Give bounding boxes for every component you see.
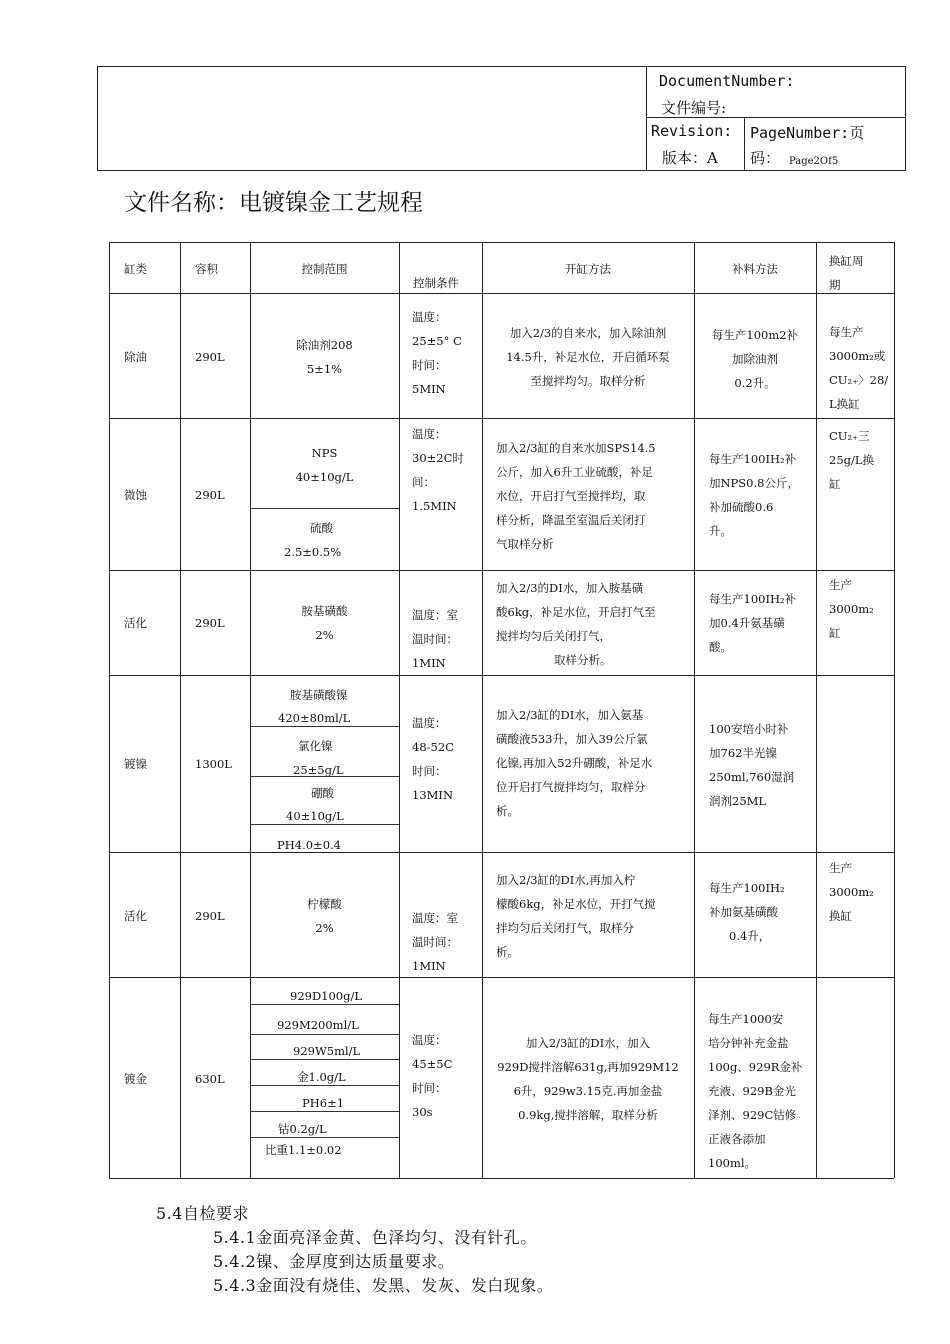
condition-line: 温度：室 xyxy=(412,911,458,925)
replenish-line: 升。 xyxy=(709,524,732,538)
replenish-line: 加762半光镍 xyxy=(709,746,777,760)
range-line: PH4.0±0.4 xyxy=(277,838,341,852)
cycle-line: 换缸 xyxy=(829,909,852,923)
tank-name: 镀镍 xyxy=(124,757,147,771)
open-line: 加入2/3缸的DI水,再加入柠 xyxy=(496,873,636,887)
document-title: 文件名称：电镀镍金工艺规程 xyxy=(124,190,423,216)
cycle-line: 3000m₂ xyxy=(829,885,874,899)
open-line: 加入2/3的自来水，加入除油剂 xyxy=(509,326,667,340)
replenish-method xyxy=(709,587,796,659)
revision-value: 版本：A xyxy=(662,149,718,167)
change-cycle xyxy=(829,856,874,928)
open-method xyxy=(496,576,656,672)
open-line: 公斤，加入6升工业硫酸，补足 xyxy=(496,465,653,479)
header-open-method: 开缸方法 xyxy=(565,262,611,276)
replenish-line: 每生产100IH₂补 xyxy=(709,592,797,606)
open-method xyxy=(496,703,652,823)
replenish-line: 培分钟补充金盐 xyxy=(708,1036,789,1050)
range-line: 5±1% xyxy=(306,362,343,376)
open-line: 加入2/3缸的DI水，加入 xyxy=(525,1036,651,1050)
range-line: 金1.0g/L xyxy=(297,1070,346,1084)
condition-line: 30±2C时 xyxy=(412,451,464,465)
change-cycle xyxy=(829,573,874,645)
replenish-method xyxy=(709,447,799,543)
replenish-line: 0.2升。 xyxy=(734,376,776,390)
range-line: 2.5±0.5% xyxy=(284,545,342,559)
open-line: 析。 xyxy=(496,945,519,959)
tank-volume: 1300L xyxy=(195,757,232,771)
condition-line: 温度： xyxy=(412,310,447,324)
condition-line: 温度： xyxy=(412,427,447,441)
open-line: 水位，开启打气至搅拌均，取 xyxy=(496,489,646,503)
condition-line: 1MIN xyxy=(412,656,446,670)
range-line: 2% xyxy=(315,628,334,642)
open-method xyxy=(484,1031,692,1127)
condition-line: 间： xyxy=(412,475,435,489)
tank-name: 镀金 xyxy=(124,1072,147,1086)
control-condition xyxy=(412,906,458,978)
cycle-line: 每生产 xyxy=(829,325,864,339)
range-line: 氯化镍 xyxy=(298,739,333,753)
range-line: 硫酸 xyxy=(310,521,333,535)
range-line: 40±10g/L xyxy=(295,470,354,484)
range-line: 除油剂208 xyxy=(296,338,353,352)
range-line: 420±80ml/L xyxy=(278,711,351,725)
range-line: 比重1.1±0.02 xyxy=(265,1143,342,1157)
replenish-line: 100g、929R金补 xyxy=(708,1060,803,1074)
range-line: 柠檬酸 xyxy=(307,897,342,911)
open-line: 加入2/3的DI水，加入胺基磺 xyxy=(496,581,644,595)
replenish-line: 100ml。 xyxy=(708,1156,757,1170)
condition-line: 时间： xyxy=(412,358,447,372)
tank-volume: 290L xyxy=(195,616,225,630)
condition-line: 30s xyxy=(412,1105,433,1119)
header-change-cycle xyxy=(829,249,864,297)
open-line: 6升，929w3.15克.再加金盐 xyxy=(513,1084,663,1098)
revision-label: Revision: xyxy=(651,122,733,140)
control-range xyxy=(250,599,399,647)
replenish-line: 补加氨基磺酸 xyxy=(709,905,778,919)
replenish-line: 泽剂、929C钴修 xyxy=(708,1108,797,1122)
control-condition xyxy=(412,603,458,675)
cycle-line: CU₂₊三 xyxy=(829,429,870,443)
control-condition xyxy=(412,1028,452,1124)
cycle-line: 3000m₂或 xyxy=(829,349,886,363)
page-number-value: Page2Of5 xyxy=(789,156,839,167)
replenish-line: 每生产100IH₂补 xyxy=(709,452,797,466)
condition-line: 13MIN xyxy=(412,788,454,802)
change-cycle xyxy=(829,424,874,496)
condition-line: 温时间： xyxy=(412,935,458,949)
open-method xyxy=(484,321,692,393)
open-line: 929D搅拌溶解631g,再加929M12 xyxy=(497,1060,679,1074)
open-line: 加入2/3缸的DI水，加入氨基 xyxy=(496,708,644,722)
cycle-line: L换缸 xyxy=(829,397,860,411)
replenish-line: 加除油剂 xyxy=(732,352,778,366)
open-line: 析。 xyxy=(496,804,519,818)
replenish-line: 每生产100m2补 xyxy=(711,328,799,342)
range-line: 胺基磺酸镍 xyxy=(290,688,348,702)
replenish-line: 250ml,760湿润 xyxy=(709,770,795,784)
range-line: 25±5g/L xyxy=(293,763,344,777)
open-line: 气取样分析 xyxy=(496,537,554,551)
open-line: 檬酸6kg，补足水位，开打气搅 xyxy=(496,897,656,911)
range-line: PH6±1 xyxy=(302,1096,345,1110)
condition-line: 温度： xyxy=(412,716,447,730)
control-range xyxy=(250,892,399,940)
header-control-range: 控制范围 xyxy=(301,262,348,276)
header-volume: 容积 xyxy=(195,262,218,276)
open-line: 拌均匀后关闭打气，取样分 xyxy=(496,921,634,935)
control-condition xyxy=(412,711,454,807)
range-line: NPS xyxy=(311,446,338,460)
open-line: 取样分析。 xyxy=(554,653,612,667)
range-line: 钴0.2g/L xyxy=(278,1122,327,1136)
tank-volume: 290L xyxy=(195,909,225,923)
replenish-line: 加NPS0.8公斤， xyxy=(709,476,799,490)
condition-line: 48-52C xyxy=(412,740,454,754)
replenish-line: 0.4升， xyxy=(729,929,771,943)
header-control-condition: 控制条件 xyxy=(413,276,459,290)
cycle-line: 25g/L换 xyxy=(829,453,875,467)
tank-volume: 290L xyxy=(195,350,225,364)
range-line: 929D100g/L xyxy=(290,989,362,1003)
control-condition xyxy=(412,422,464,518)
replenish-method xyxy=(696,323,814,395)
open-method xyxy=(496,436,656,556)
tank-name: 微蚀 xyxy=(124,488,147,502)
condition-line: 温时间： xyxy=(412,632,458,646)
document-number-cn-label: 文件编号: xyxy=(661,99,727,117)
condition-line: 1.5MIN xyxy=(412,499,457,513)
range-line: 929W5ml/L xyxy=(293,1044,361,1058)
control-condition xyxy=(412,305,462,401)
condition-line: 时间： xyxy=(412,1081,447,1095)
open-line: 搅拌均匀后关闭打气， xyxy=(496,629,611,643)
requirement-item: 5.4.2镍、金厚度到达质量要求。 xyxy=(213,1252,455,1271)
open-line: 0.9kg,搅拌溶解，取样分析 xyxy=(518,1108,658,1122)
condition-line: 25±5° C xyxy=(412,334,462,348)
open-line: 化镍,再加入52升硼酸，补足水 xyxy=(496,756,653,770)
open-line: 加入2/3缸的自来水加SPS14.5 xyxy=(496,441,656,455)
page-cn-label: 码： xyxy=(750,149,781,167)
page-number-label: PageNumber:页 xyxy=(750,124,865,142)
condition-line: 5MIN xyxy=(412,382,446,396)
open-method xyxy=(496,868,656,964)
document-number-label: DocumentNumber: xyxy=(659,72,795,90)
tank-name: 活化 xyxy=(124,909,147,923)
control-range xyxy=(250,441,399,489)
open-line: 样分析，降温至室温后关闭打 xyxy=(496,513,646,527)
cycle-line: 缸 xyxy=(829,477,841,491)
control-range-b xyxy=(272,516,382,564)
replenish-line: 100安培小时补 xyxy=(709,722,789,736)
open-line: 至搅拌均匀。取样分析 xyxy=(530,374,646,388)
open-line: 14.5升，补足水位，开启循环泵 xyxy=(506,350,670,364)
requirement-item: 5.4.1金面亮泽金黄、色泽均匀、没有针孔。 xyxy=(213,1228,537,1247)
condition-line: 1MIN xyxy=(412,959,446,973)
replenish-line: 每生产1000安 xyxy=(708,1012,784,1026)
replenish-line: 酸。 xyxy=(709,640,732,654)
cycle-line: CU₂₊〉28/ xyxy=(829,373,889,387)
header-change-cycle-line2: 期 xyxy=(829,278,841,292)
cycle-line: 3000m₂ xyxy=(829,602,874,616)
cycle-line: 生产 xyxy=(829,861,852,875)
tank-name: 除油 xyxy=(124,350,147,364)
open-line: 磺酸液533升，加入39公斤氯 xyxy=(496,732,648,746)
cycle-line: 生产 xyxy=(829,578,852,592)
tank-volume: 630L xyxy=(195,1072,225,1086)
replenish-line: 正液各添加 xyxy=(708,1132,766,1146)
range-line: 2% xyxy=(315,921,334,935)
replenish-line: 充液、929B金光 xyxy=(708,1084,796,1098)
replenish-method xyxy=(709,717,794,813)
open-line: 酸6kg，补足水位，开启打气至 xyxy=(496,605,656,619)
condition-line: 温度：室 xyxy=(412,608,458,622)
header-tank: 缸类 xyxy=(124,262,147,276)
change-cycle xyxy=(829,320,888,416)
header-replenish: 补料方法 xyxy=(732,262,778,276)
open-line: 位开启打气搅拌均匀，取样分 xyxy=(496,780,646,794)
tank-name: 活化 xyxy=(124,616,147,630)
condition-line: 45±5C xyxy=(412,1057,453,1071)
condition-line: 温度： xyxy=(412,1033,447,1047)
range-line: 硼酸 xyxy=(311,786,334,800)
replenish-method xyxy=(709,876,785,948)
range-line: 胺基磺酸 xyxy=(301,604,348,618)
section-heading: 5.4自检要求 xyxy=(156,1204,249,1223)
header-change-cycle-line1: 换缸周 xyxy=(829,254,864,268)
tank-volume: 290L xyxy=(195,488,225,502)
replenish-line: 补加硫酸0.6 xyxy=(709,500,774,514)
replenish-line: 加0.4升氨基磺 xyxy=(709,616,785,630)
condition-line: 时间： xyxy=(412,764,447,778)
control-range xyxy=(250,333,399,381)
replenish-line: 润剂25ML xyxy=(709,794,767,808)
replenish-line: 每生产100IH₂ xyxy=(709,881,785,895)
cycle-line: 缸 xyxy=(829,626,841,640)
replenish-method xyxy=(708,1007,802,1175)
range-line: 929M200ml/L xyxy=(277,1018,359,1032)
requirement-item: 5.4.3金面没有烧佳、发黑、发灰、发白现象。 xyxy=(213,1276,554,1295)
range-line: 40±10g/L xyxy=(286,809,344,823)
